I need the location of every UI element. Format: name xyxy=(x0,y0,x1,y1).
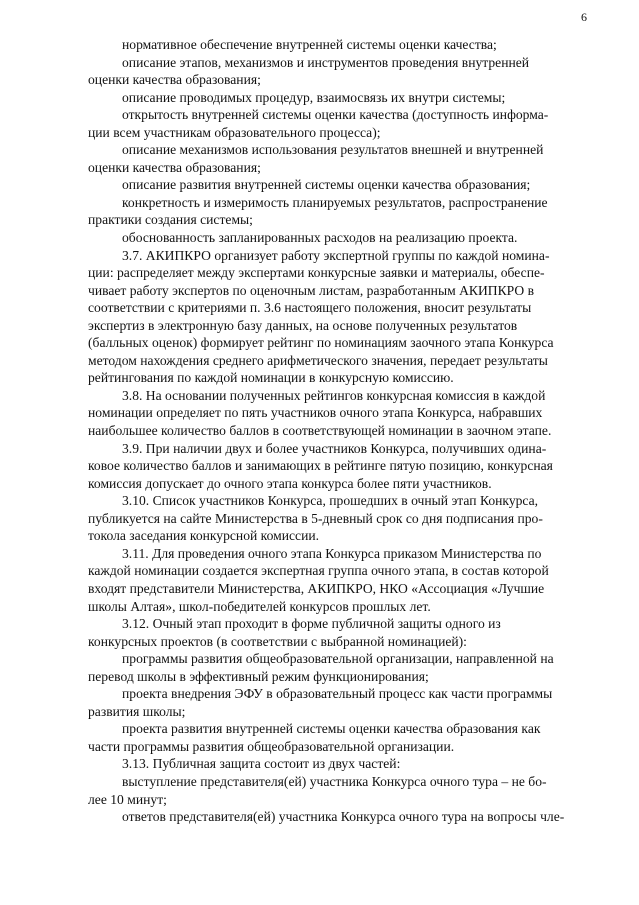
paragraph: ответов представителя(ей) участника Конкурса очного тура на вопросы чле- xyxy=(122,809,565,825)
paragraph-3-11: 3.11. Для проведения очного этапа Конкурса приказом Министерства по каждой номинации создается экспертная группа очного этапа, в состав которой входят представители Министерства, АКИПКРО, НКО «Ассоциация «Лучшие школы Алтая», школ-победителей конкурсов прошлых лет. xyxy=(88,545,549,614)
paragraph: обоснованность запланированных расходов на реализацию проекта. xyxy=(122,230,518,246)
paragraph-3-9: 3.9. При наличии двух и более участников Конкурса, получивших одина- ковое количество баллов и занимающих в рейтинге пятую позицию, конкурсная комиссия допускает до очного этапа конкурса более пяти участников. xyxy=(88,440,553,491)
paragraph: описание проводимых процедур, взаимосвязь их внутри системы; xyxy=(122,89,506,105)
paragraph: конкретность и измеримость планируемых результатов, распространение практики создания системы; xyxy=(88,194,548,228)
paragraph: открытость внутренней системы оценки качества (доступность информа- ции всем участникам образовательного процесса); xyxy=(88,107,549,140)
paragraph-3-7: 3.7. АКИПКРО организует работу экспертной группы по каждой номина- ции: распределяет между экспертами конкурсные заявки и материалы, обеспе- чивает работу экспертов по оценочным листам, разработанным АКИПКРО в соответствии с критериями п. 3.6 настоящего положения, вносит результаты экспертиз в электронную базу данных, на основе полученных результатов (балльных оценок) формирует рейтинг по номинациям заочного этапа Конкурса методом нахождения среднего арифметического значения, передает результаты рейтингования по каждой номинации в конкурсную комиссию. xyxy=(88,247,554,386)
document-body xyxy=(88,36,591,826)
paragraph: описание этапов, механизмов и инструментов проведения внутренней оценки качества образования; xyxy=(88,54,530,88)
paragraph: нормативное обеспечение внутренней системы оценки качества; xyxy=(122,37,497,52)
paragraph: программы развития общеобразовательной организации, направленной на перевод школы в эффективный режим функционирования; xyxy=(88,651,554,684)
paragraph-3-10: 3.10. Список участников Конкурса, прошедших в очный этап Конкурса, публикуется на сайте Министерства в 5-дневный срок со дня подписания про- токола заседания конкурсной комиссии. xyxy=(88,493,543,544)
paragraph-3-12: 3.12. Очный этап проходит в форме публичной защиты одного из конкурсных проектов (в соответствии с выбранной номинацией): xyxy=(88,616,501,649)
paragraph-3-13: 3.13. Публичная защита состоит из двух частей: xyxy=(122,756,401,772)
paragraph: описание развития внутренней системы оценки качества образования; xyxy=(122,177,531,193)
paragraph: описание механизмов использования результатов внешней и внутренней оценки качества образования; xyxy=(88,142,544,175)
page-number: 6 xyxy=(581,10,587,24)
paragraph: проекта развития внутренней системы оценки качества образования как части программы развития общеобразовательной организации. xyxy=(88,721,541,754)
paragraph: проекта внедрения ЭФУ в образовательный процесс как части программы развития школы; xyxy=(88,686,553,719)
paragraph-3-8: 3.8. На основании полученных рейтингов конкурсная комиссия в каждой номинации определяет по пять участников очного этапа Конкурса, набравших наибольшее количество баллов в соответствующей номинации в заочном этапе. xyxy=(88,387,552,439)
paragraph: выступление представителя(ей) участника Конкурса очного тура – не бо- лее 10 минут; xyxy=(88,773,547,807)
